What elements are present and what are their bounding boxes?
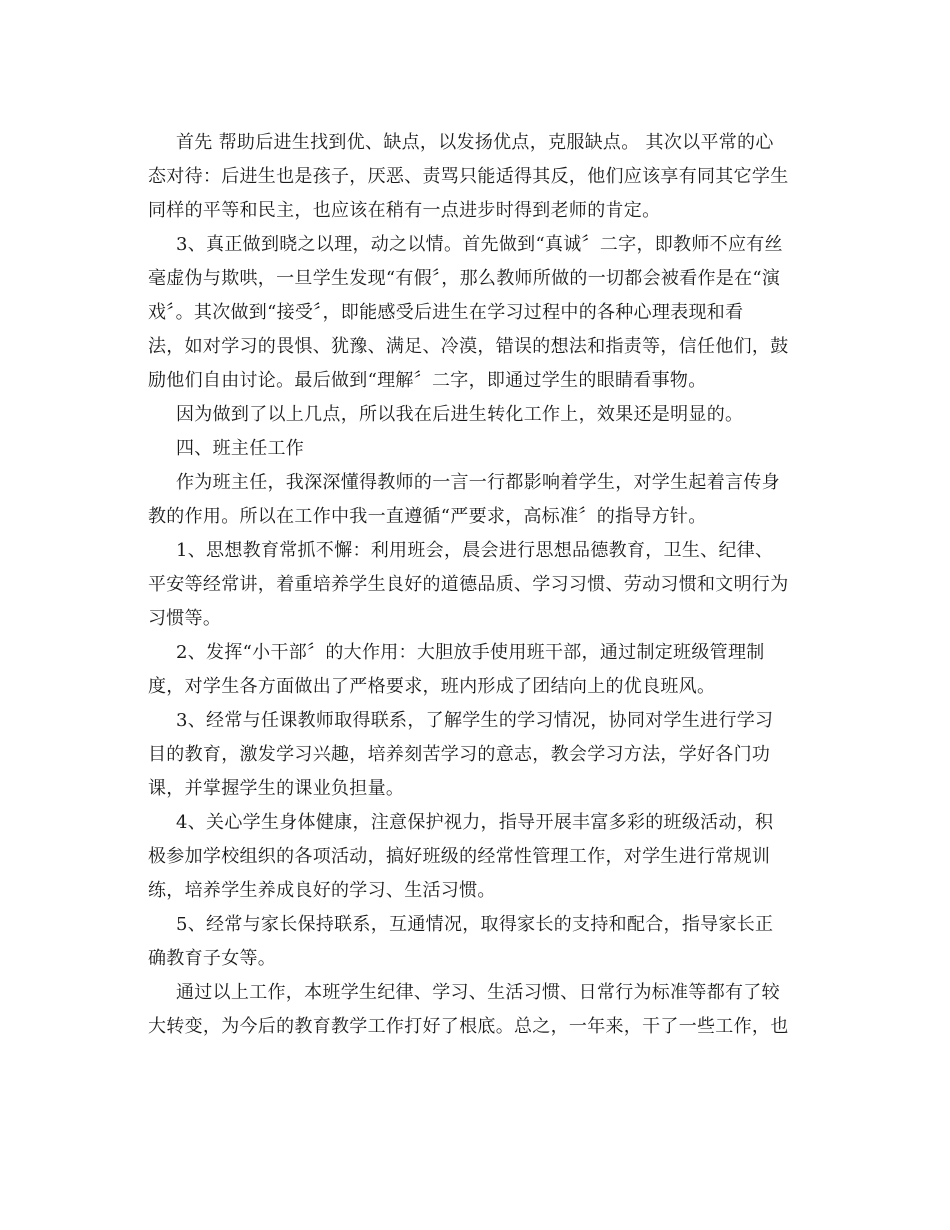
text-line: 确教育子女等。 — [148, 948, 277, 969]
section-heading: 四、班主任工作 — [176, 438, 305, 459]
text-line: 首先 帮助后进生找到优、缺点，以发扬优点，克服缺点。 其次以平常的心 — [176, 132, 774, 153]
text-line: 4、关心学生身体健康，注意保护视力，指导开展丰富多彩的班级活动，积 — [176, 812, 774, 833]
text-line: 同样的平等和民主，也应该在稍有一点进步时得到老师的肯定。 — [148, 200, 661, 221]
text-line: 练，培养学生养成良好的学习、生活习惯。 — [148, 880, 496, 901]
text-line: 课，并掌握学生的课业负担量。 — [148, 778, 405, 799]
text-line: 法，如对学习的畏惧、犹豫、满足、冷漠，错误的想法和指责等，信任他们，鼓 — [148, 336, 789, 357]
text-line: 平安等经常讲，着重培养学生良好的道德品质、学习习惯、劳动习惯和文明行为 — [148, 574, 789, 595]
text-line: 毫虚伪与欺哄，一旦学生发现“有假〞，那么教师所做的一切都会被看作是在“演 — [148, 268, 781, 289]
text-line: 5、经常与家长保持联系，互通情况，取得家长的支持和配合，指导家长正 — [176, 914, 774, 935]
text-line: 教的作用。所以在工作中我一直遵循“严要求，高标准〞的指导方针。 — [148, 506, 707, 527]
text-line: 极参加学校组织的各项活动，搞好班级的经常性管理工作，对学生进行常规训 — [148, 846, 771, 867]
text-line: 大转变，为今后的教育教学工作打好了根底。总之，一年来，干了一些工作，也 — [148, 1016, 789, 1037]
text-line: 1、思想教育常抓不懈：利用班会，晨会进行思想品德教育，卫生、纪律、 — [176, 540, 774, 561]
text-line: 励他们自由讨论。最后做到“理解〞二字，即通过学生的眼睛看事物。 — [148, 370, 707, 391]
text-line: 通过以上工作，本班学生纪律、学习、生活习惯、日常行为标准等都有了较 — [176, 982, 780, 1003]
text-line: 2、发挥“小干部〞的大作用：大胆放手使用班干部，通过制定班级管理制 — [176, 642, 765, 663]
text-line: 戏〞。其次做到“接受〞，即能感受后进生在学习过程中的各种心理表现和看 — [148, 302, 744, 323]
text-line: 态对待：后进生也是孩子，厌恶、责骂只能适得其反，他们应该享有同其它学生 — [148, 166, 789, 187]
text-line: 因为做到了以上几点，所以我在后进生转化工作上，效果还是明显的。 — [176, 404, 744, 425]
text-line: 习惯等。 — [148, 608, 222, 629]
text-line: 3、真正做到晓之以理，动之以情。首先做到“真诚〞二字，即教师不应有丝 — [176, 234, 783, 255]
text-line: 作为班主任，我深深懂得教师的一言一行都影响着学生，对学生起着言传身 — [176, 472, 780, 493]
text-line: 目的教育，激发学习兴趣，培养刻苦学习的意志，教会学习方法，学好各门功 — [148, 744, 771, 765]
text-line: 3、经常与任课教师取得联系，了解学生的学习情况，协同对学生进行学习 — [176, 710, 774, 731]
text-line: 度，对学生各方面做出了严格要求，班内形成了团结向上的优良班风。 — [148, 676, 716, 697]
